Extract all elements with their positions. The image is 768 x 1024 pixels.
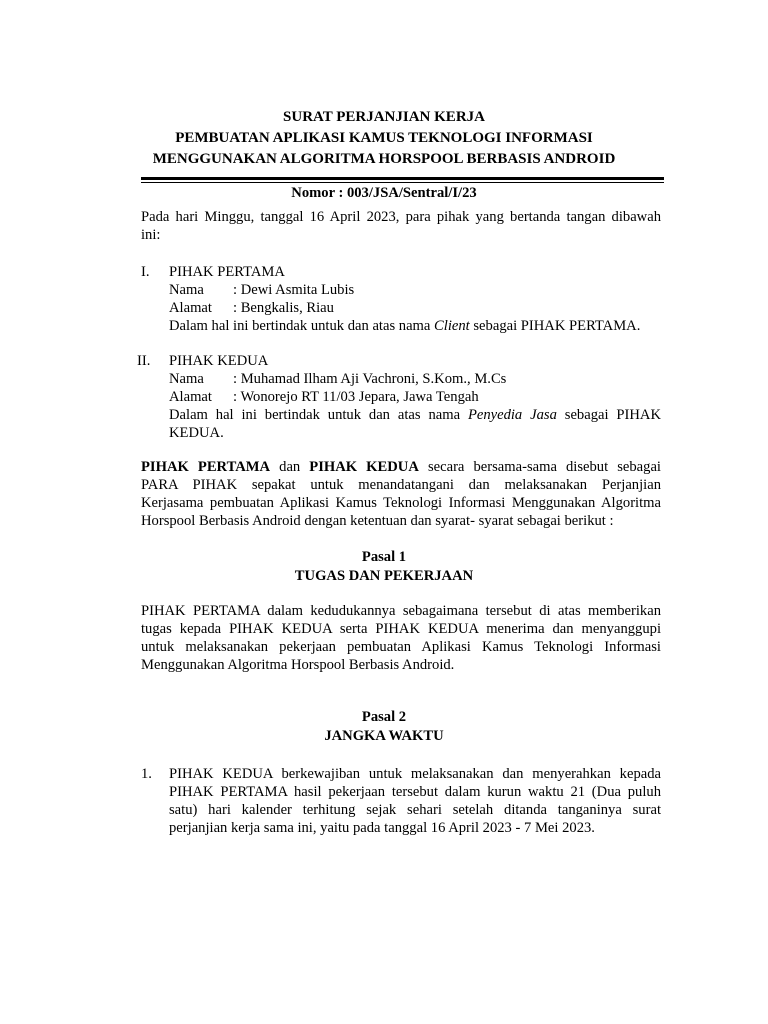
pasal-2-list xyxy=(141,765,661,837)
document-number: Nomor : 003/JSA/Sentral/I/23 xyxy=(291,185,477,201)
pasal-1-number: Pasal 1 xyxy=(361,549,407,565)
pihak-kedua-section xyxy=(137,352,661,442)
para-pihak-line-3: Kerjasama pembuatan Aplikasi Kamus Teknologi Informasi Menggunakan Algoritma xyxy=(141,495,661,511)
pasal-2-line-2: PIHAK PERTAMA hasil pekerjaan tersebut dalam kurun waktu 21 (Dua puluh xyxy=(169,784,661,800)
pasal-2-heading xyxy=(0,708,768,746)
header-divider-thin xyxy=(141,182,664,183)
pihak-pertama-description: Dalam hal ini bertindak untuk dan atas nama Client sebagai PIHAK PERTAMA. xyxy=(169,318,641,334)
pihak-pertama-numeral: I. xyxy=(141,264,150,280)
para-pihak-paragraph xyxy=(141,458,661,530)
opening-line-1: Pada hari Minggu, tanggal 16 April 2023, para pihak yang bertanda tangan dibawah xyxy=(141,209,661,225)
pasal-2-line-4: perjanjian kerja sama ini, yaitu pada tanggal 16 April 2023 - 7 Mei 2023. xyxy=(169,820,595,836)
pasal-1-line-4: Menggunakan Algoritma Horspool Berbasis Android. xyxy=(141,657,455,673)
pasal-2-title: JANGKA WAKTU xyxy=(324,728,444,744)
pihak-pertama-nama-row xyxy=(169,281,661,299)
alamat-label: Alamat xyxy=(169,300,212,316)
nama-value: : Muhamad Ilham Aji Vachroni, S.Kom., M.Cs xyxy=(233,371,507,387)
opening-line-2: ini: xyxy=(141,227,161,243)
pihak-pertama-section xyxy=(141,263,661,335)
pasal-2-number: Pasal 2 xyxy=(361,709,407,725)
opening-paragraph xyxy=(141,208,661,244)
alamat-value: : Wonorejo RT 11/03 Jepara, Jawa Tengah xyxy=(233,389,479,405)
nama-label: Nama xyxy=(169,371,204,387)
pasal-1-title: TUGAS DAN PEKERJAAN xyxy=(294,568,474,584)
title-line-1: SURAT PERJANJIAN KERJA xyxy=(283,109,485,125)
pasal-2-item-number: 1. xyxy=(141,766,152,782)
alamat-value: : Bengkalis, Riau xyxy=(233,300,334,316)
alamat-label: Alamat xyxy=(169,389,212,405)
pasal-1-line-2: tugas kepada PIHAK KEDUA serta PIHAK KEDUA menerima dan menyanggupi xyxy=(141,621,661,637)
para-pihak-line-1: PIHAK PERTAMA dan PIHAK KEDUA secara bersama-sama disebut sebagai xyxy=(141,459,661,475)
header-divider-thick xyxy=(141,177,664,180)
pasal-2-item-1 xyxy=(141,765,661,837)
para-pihak-line-4: Horspool Berbasis Android dengan ketentuan dan syarat- syarat sebagai berikut : xyxy=(141,513,614,529)
role-penyedia-jasa: Penyedia Jasa xyxy=(467,407,557,423)
pihak-kedua-title: PIHAK KEDUA xyxy=(169,353,269,369)
pihak-pertama-title: PIHAK PERTAMA xyxy=(169,264,285,280)
pasal-1-line-1: PIHAK PERTAMA dalam kedudukannya sebagaimana tersebut di atas memberikan xyxy=(141,603,661,619)
pihak-kedua-description: Dalam hal ini bertindak untuk dan atas nama Penyedia Jasa sebagai PIHAK xyxy=(169,407,661,423)
pasal-1-heading xyxy=(0,548,768,586)
pihak-kedua-alamat-row xyxy=(169,388,661,406)
role-client: Client xyxy=(434,318,470,334)
nama-label: Nama xyxy=(169,282,204,298)
document-header xyxy=(0,107,768,170)
title-line-2: PEMBUATAN APLIKASI KAMUS TEKNOLOGI INFORMASI xyxy=(175,130,593,146)
pasal-1-line-3: untuk melaksanakan pekerjaan pembuatan Aplikasi Kamus Teknologi Informasi xyxy=(141,639,661,655)
pihak-kedua-nama-row xyxy=(169,370,661,388)
pasal-2-line-1: PIHAK KEDUA berkewajiban untuk melaksanakan dan menyerahkan kepada xyxy=(169,766,661,782)
pihak-kedua-numeral: II. xyxy=(137,353,151,369)
para-pihak-line-2: PARA PIHAK sepakat untuk menandatangani dan melaksanakan Perjanjian xyxy=(141,477,661,493)
pihak-kedua-description-line-2: KEDUA. xyxy=(169,425,224,441)
pasal-1-paragraph xyxy=(141,602,661,674)
pasal-2-line-3: satu) hari kalender terhitung sejak sehari setelah ditanda tanganinya surat xyxy=(169,802,661,818)
nama-value: : Dewi Asmita Lubis xyxy=(233,282,355,298)
pihak-pertama-alamat-row xyxy=(169,299,661,317)
title-line-3: MENGGUNAKAN ALGORITMA HORSPOOL BERBASIS ANDROID xyxy=(152,151,616,167)
